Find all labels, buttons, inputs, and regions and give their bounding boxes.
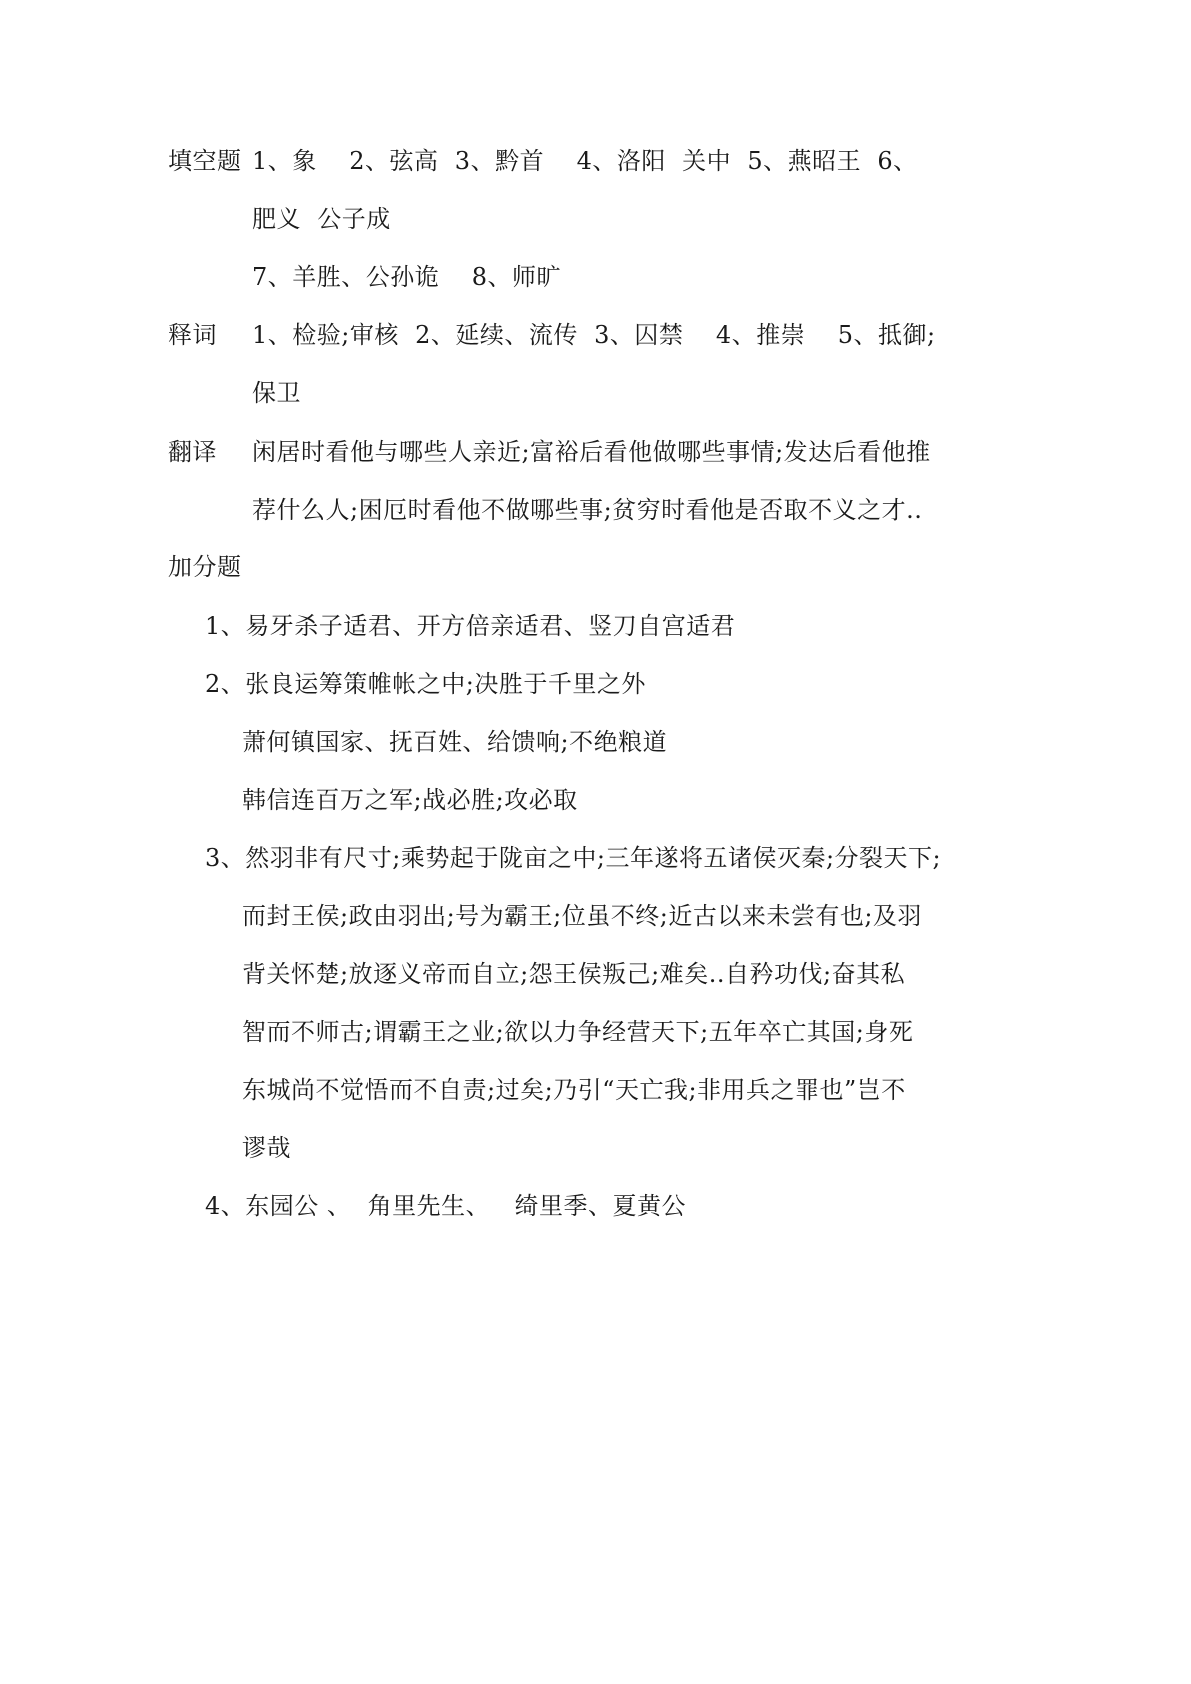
fill-answer-line-3: 7、羊胜、公孙诡 8、师旷 <box>252 263 562 291</box>
bonus-question-3-line-5: 东城尚不觉悟而不自责;过矣;乃引“天亡我;非用兵之罪也”岂不 <box>242 1076 906 1104</box>
bonus-question-2-line-2: 萧何镇国家、抚百姓、给馈响;不绝粮道 <box>242 728 668 756</box>
bonus-question-1: 1、易牙杀子适君、开方倍亲适君、竖刀自宫适君 <box>205 612 736 640</box>
bonus-question-3-line-2: 而封王侯;政由羽出;号为霸王;位虽不终;近古以来未尝有也;及羽 <box>242 902 922 930</box>
bonus-question-2-line-3: 韩信连百万之军;战必胜;攻必取 <box>242 786 578 814</box>
bonus-question-3-line-3: 背关怀楚;放逐义帝而自立;怨王侯叛己;难矣..自矜功伐;奋其私 <box>242 960 906 988</box>
bonus-question-2-line-1: 2、张良运筹策帷帐之中;决胜于千里之外 <box>205 670 646 698</box>
define-answer-line-1: 1、检验;审核 2、延续、流传 3、囚禁 4、推崇 5、抵御; <box>252 321 936 349</box>
fill-answer-line-2: 肥义 公子成 <box>252 205 391 233</box>
bonus-question-3-line-4: 智而不师古;谓霸王之业;欲以力争经营天下;五年卒亡其国;身死 <box>242 1018 914 1046</box>
bonus-question-4: 4、东园公 、 角里先生、 绮里季、夏黄公 <box>205 1192 687 1220</box>
translate-label: 翻译 <box>168 438 217 466</box>
define-label: 释词 <box>168 321 217 349</box>
bonus-question-3-line-1: 3、然羽非有尺寸;乘势起于陇亩之中;三年遂将五诸侯灭秦;分裂天下; <box>205 844 942 872</box>
translate-answer-line-1: 闲居时看他与哪些人亲近;富裕后看他做哪些事情;发达后看他推 <box>252 438 931 466</box>
translate-answer-line-2: 荐什么人;困厄时看他不做哪些事;贫穷时看他是否取不义之才.. <box>252 496 923 524</box>
bonus-label: 加分题 <box>168 553 242 581</box>
bonus-question-3-line-6: 谬哉 <box>242 1134 291 1162</box>
define-answer-line-2: 保卫 <box>252 379 301 407</box>
fill-answer-line-1: 1、象 2、弦高 3、黔首 4、洛阳 关中 5、燕昭王 6、 <box>252 147 918 175</box>
fill-label: 填空题 <box>168 147 242 175</box>
